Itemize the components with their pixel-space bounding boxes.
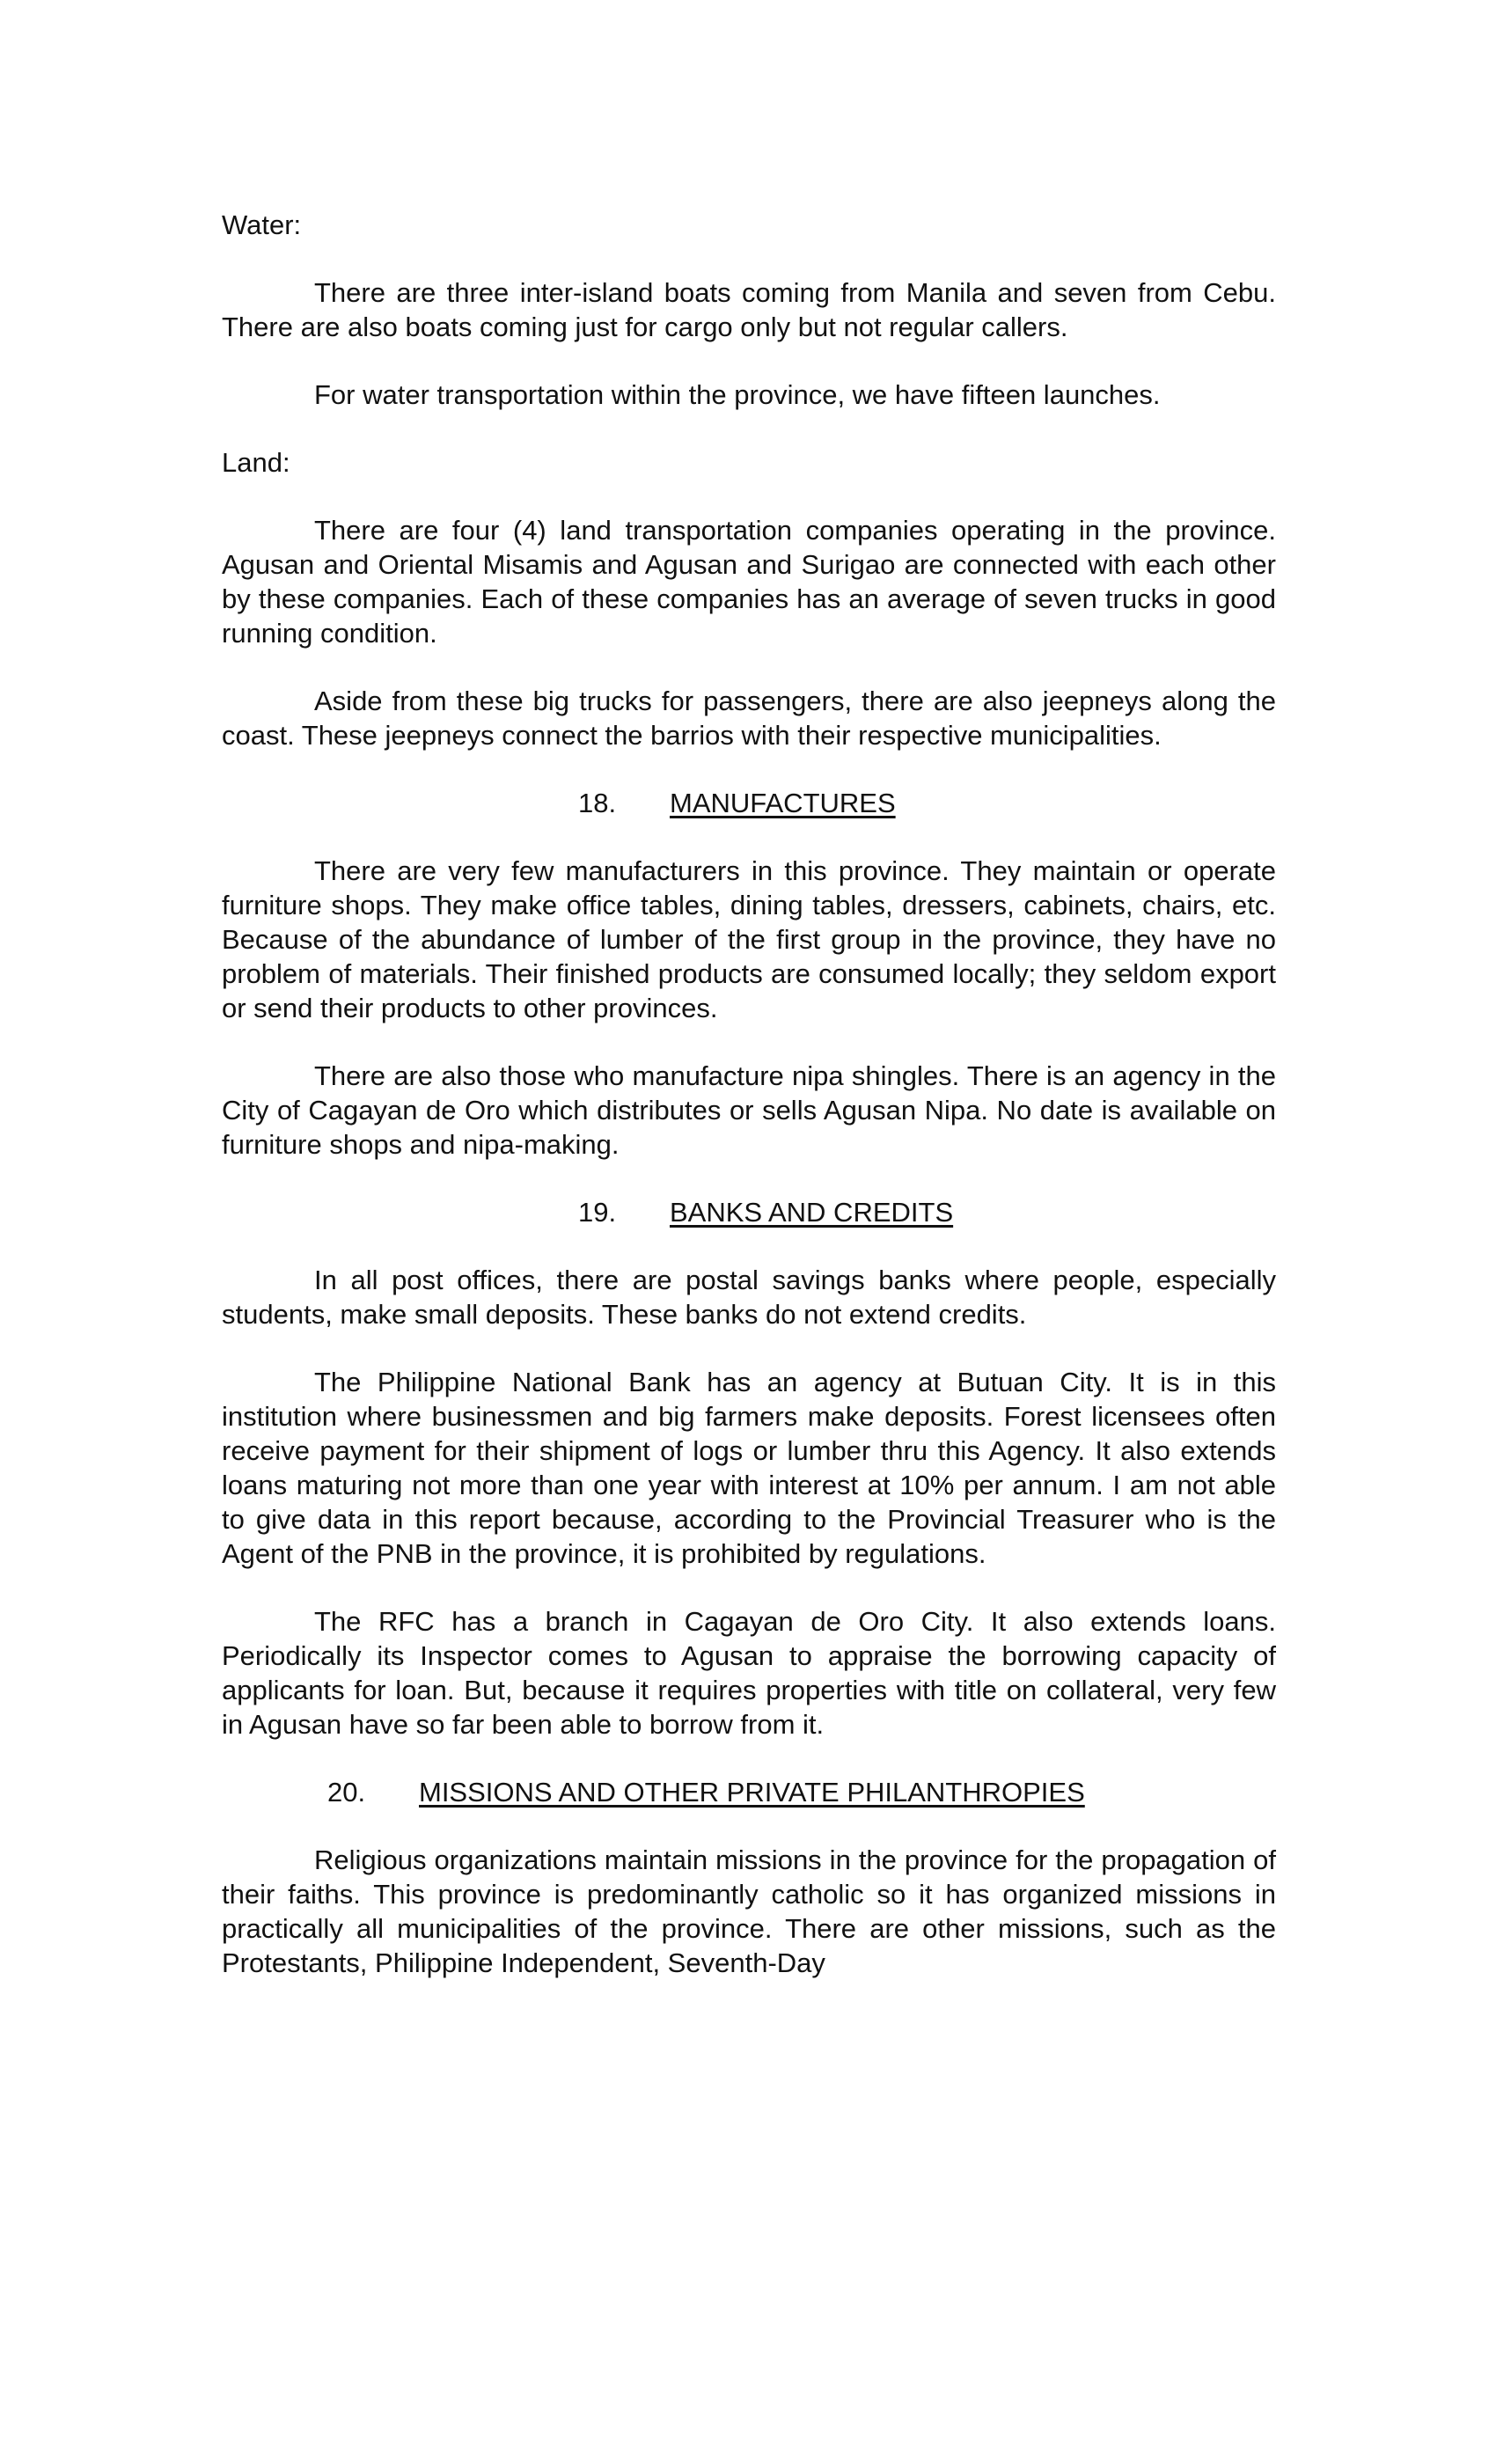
heading-underline-tail (896, 786, 996, 820)
section-number: 19. (578, 1197, 617, 1228)
section-heading-banks (222, 1195, 1276, 1229)
section-heading-manufactures (222, 786, 1276, 820)
water-paragraph-2: For water transportation within the province, we have fifteen launches. (314, 379, 1161, 410)
land-label: Land: (222, 447, 290, 478)
land-paragraph-1: There are four (4) land transportation companies operating in the province. Agusan and Oriental Misamis and Agusan and Surigao are connected with each other by these companies. Each of these companies has an average of seven trucks in good running condition. (222, 515, 1276, 649)
banks-paragraph-3: The RFC has a branch in Cagayan de Oro City. It also extends loans. Periodically its Inspector comes to Agusan to appraise the borrowing capacity of applicants for loan. But, because it requires properties with title on collateral, very few in Agusan have so far been able to borrow from it. (222, 1606, 1276, 1740)
banks-paragraph-2: The Philippine National Bank has an agency at Butuan City. It is in this institution where businessmen and big farmers make deposits. Forest licensees often receive payment for their shipment of logs or lumber thru this Agency. It also extends loans maturing not more than one year with interest at 10% per annum. I am not able to give data in this report because, according to the Provincial Treasurer who is the Agent of the PNB in the province, it is prohibited by regulations. (222, 1367, 1276, 1569)
document-page (222, 208, 1276, 2013)
missions-paragraph-1: Religious organizations maintain missions in the province for the propagation of their faiths. This province is predominantly catholic so it has organized missions in practically all municipalities of the province. There are other missions, such as the Protestants, Philippine Independent, Seventh-Day (222, 1844, 1276, 1978)
section-number: 18. (578, 788, 617, 818)
manufactures-paragraph-1: There are very few manufacturers in this province. They maintain or operate furniture shops. They make office tables, dining tables, dressers, cabinets, chairs, etc. Because of the abundance of lumber of the first group in the province, they have no problem of materials. Their finished products are consumed locally; they seldom export or send their products to other provinces. (222, 855, 1276, 1023)
section-number: 20. (327, 1777, 366, 1808)
water-paragraph-1: There are three inter-island boats coming from Manila and seven from Cebu. There are also boats coming just for cargo only but not regular callers. (222, 277, 1276, 342)
banks-paragraph-1: In all post offices, there are postal savings banks where people, especially students, make small deposits. These banks do not extend credits. (222, 1265, 1276, 1330)
section-title: BANKS AND CREDITS (670, 1197, 954, 1228)
land-paragraph-2: Aside from these big trucks for passengers, there are also jeepneys along the coast. These jeepneys connect the barrios with their respective municipalities. (222, 686, 1276, 751)
manufactures-paragraph-2: There are also those who manufacture nipa shingles. There is an agency in the City of Cagayan de Oro which distributes or sells Agusan Nipa. No date is available on furniture shops and nipa-making. (222, 1060, 1276, 1160)
heading-underline-tail (953, 1195, 1043, 1229)
water-label: Water: (222, 209, 302, 240)
section-title: MISSIONS AND OTHER PRIVATE PHILANTHROPIES (419, 1777, 1085, 1808)
section-title: MANUFACTURES (670, 788, 896, 818)
section-heading-missions (222, 1775, 1276, 1809)
heading-underline-tail (1085, 1775, 1152, 1809)
